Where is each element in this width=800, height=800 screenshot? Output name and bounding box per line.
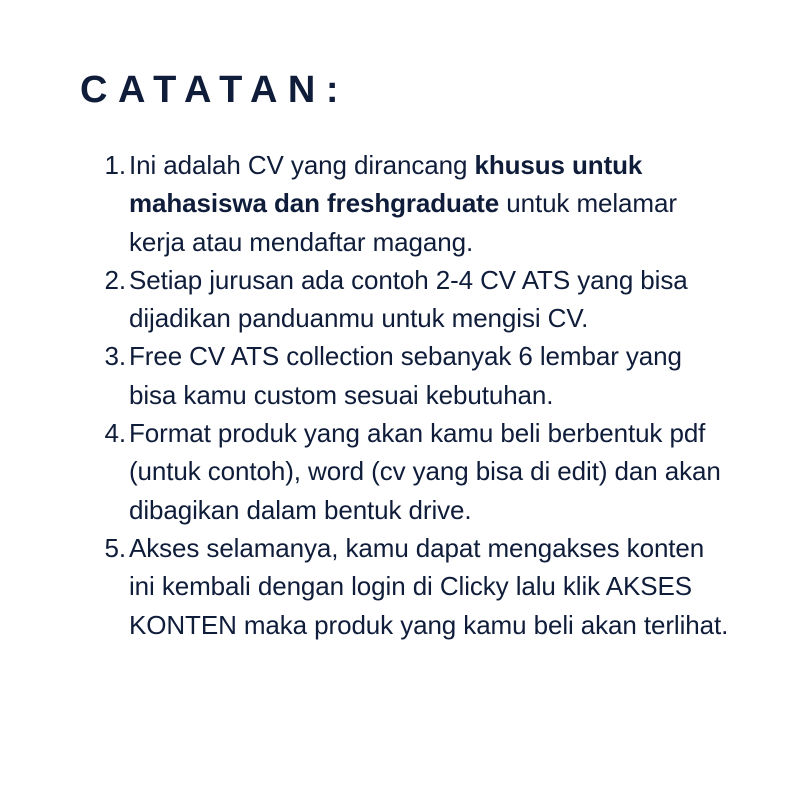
note-text: Format produk yang akan kamu beli berbentuk pdf (untuk contoh), word (cv yang bisa di edit) dan akan dibagikan dalam bentuk drive. (129, 418, 721, 525)
note-text-plain: untuk melamar kerja atau mendaftar magang. (129, 188, 677, 257)
note-text: Setiap jurusan ada contoh 2-4 CV ATS yang bisa dijadikan panduanmu untuk mengisi CV. (129, 264, 688, 334)
notes-list (96, 146, 736, 644)
note-number: 2. (104, 264, 126, 295)
note-item-3 (96, 337, 736, 414)
note-text-bold: khusus untuk mahasiswa dan freshgraduate (129, 150, 643, 219)
note-number: 3. (104, 341, 126, 372)
note-item-5 (96, 529, 736, 644)
note-item-4 (96, 414, 736, 529)
note-number: 4. (104, 418, 126, 449)
note-text: Akses selamanya, kamu dapat mengakses konten ini kembali dengan login di Clicky lalu klik AKSES KONTEN maka produk yang kamu beli akan terlihat. (129, 532, 729, 640)
note-item-1 (96, 146, 736, 261)
note-text-plain: Ini adalah CV yang dirancang (129, 150, 475, 180)
note-text (128, 146, 736, 261)
note-item-2 (96, 261, 736, 338)
note-text: Free CV ATS collection sebanyak 6 lembar yang bisa kamu custom sesuai kebutuhan. (129, 341, 682, 410)
note-number: 1. (104, 150, 126, 180)
page-title: CATATAN: (80, 69, 350, 111)
note-number: 5. (104, 532, 126, 563)
